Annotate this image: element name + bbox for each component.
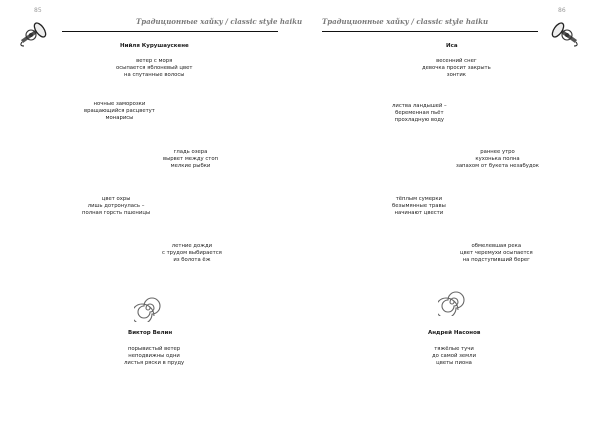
haiku-poem: тяжёлые тучи до самой земли цветы пиона bbox=[432, 346, 477, 367]
spiral-ornament-icon bbox=[438, 288, 466, 316]
haiku-poem: цвет охры лишь дотронулась – полная горсть пшеницы bbox=[82, 196, 151, 217]
haiku-poem: листва ландышей – беременная пьёт прохладную воду bbox=[392, 103, 447, 124]
header-rule bbox=[62, 31, 278, 32]
spiral-ornament-icon bbox=[134, 294, 162, 322]
running-header: Традиционные хайку / classic style haiku bbox=[322, 17, 489, 26]
haiku-poem: ветер с моря осыпается яблоневый цвет на спутанные волосы bbox=[116, 58, 193, 79]
header-rule bbox=[322, 31, 538, 32]
author-name: Андрей Насонов bbox=[428, 330, 481, 336]
haiku-poem: обмелевшая река цвет черемухи осыпается на подступивший берег bbox=[460, 243, 533, 264]
right-page bbox=[300, 0, 600, 424]
trumpet-emblem-icon bbox=[546, 20, 580, 48]
haiku-poem: летние дожди с трудом выбирается из болота ёж bbox=[162, 243, 222, 264]
author-name: Иса bbox=[446, 43, 458, 49]
running-header: Традиционные хайку / classic style haiku bbox=[136, 17, 303, 26]
author-name: Нийля Курушаускене bbox=[120, 43, 189, 49]
page-number: 85 bbox=[34, 7, 42, 14]
trumpet-emblem-icon bbox=[18, 20, 52, 48]
author-name: Виктор Велин bbox=[128, 330, 173, 336]
haiku-poem: тёплым сумерки безымянные травы начинают цвести bbox=[392, 196, 446, 217]
haiku-poem: весенний снег девочка просит закрыть зонтик bbox=[422, 58, 491, 79]
page-number: 86 bbox=[558, 7, 566, 14]
haiku-poem: раннее утро кухонька полна запахом от букета незабудок bbox=[456, 149, 539, 170]
haiku-poem: порывистый ветер неподвижны одни листья ряски в пруду bbox=[124, 346, 185, 367]
haiku-poem: гладь озера вырвет между стоп мелкие рыбки bbox=[163, 149, 219, 170]
haiku-poem: ночные заморозки вращающийся расцветут монарисы bbox=[84, 101, 155, 122]
